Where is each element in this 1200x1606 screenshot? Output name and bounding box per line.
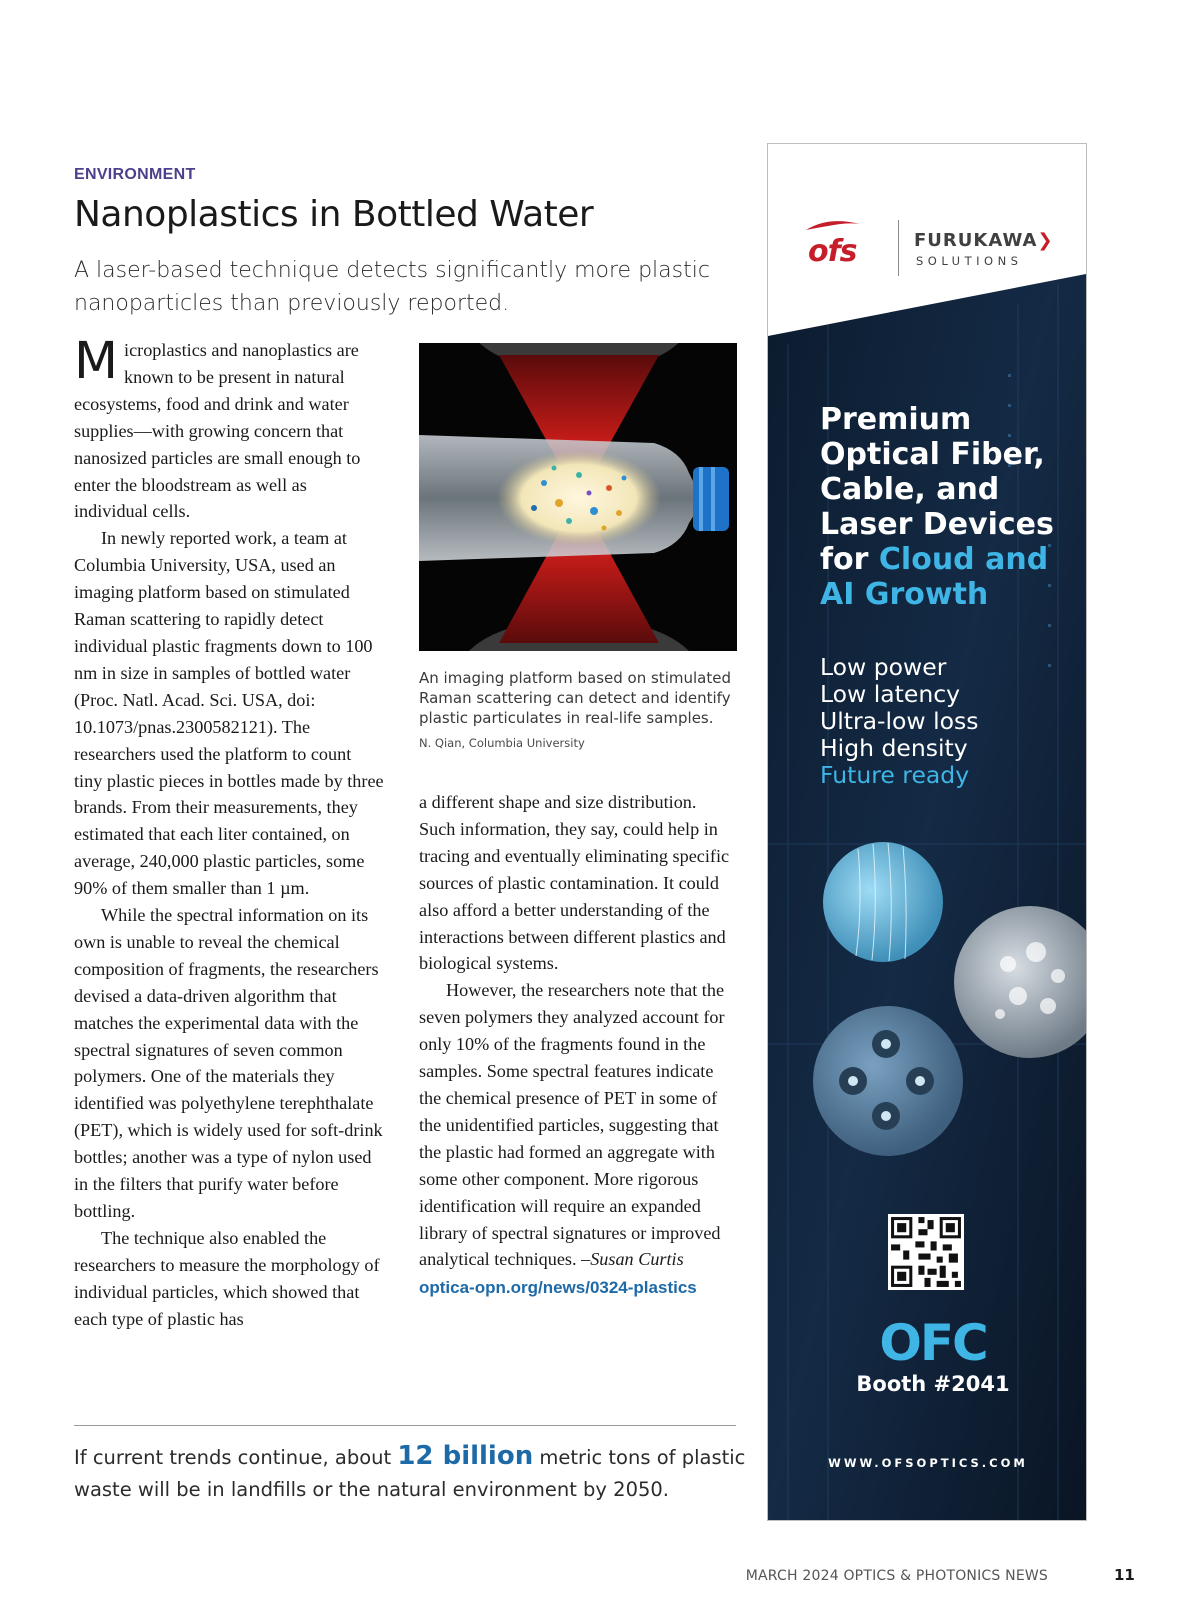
page-number: 11 — [1114, 1566, 1135, 1584]
pull-quote-before: If current trends continue, about — [74, 1446, 398, 1469]
photo-credit: N. Qian, Columbia University — [419, 736, 585, 750]
section-label: ENVIRONMENT — [74, 166, 196, 183]
paragraph-4-end: a different shape and size distribution. Such information, they say, could help in tracing and eventually eliminating specific sources of plastic contamination. It could also afford a better understanding of the interactions between different plastics and biological systems. — [419, 792, 730, 974]
ofc-logo: OFC — [879, 1314, 987, 1372]
paragraph-5-text: However, the researchers note that the seven polymers they analyzed account for only 10% of the fragments found in the samples. Some spectral features indicate the chemical presence of PET in some of the unidentified particles, suggesting that the plastic had formed an aggregate with some other component. More rigorous identification will require an expanded library of spectral signatures or improved analytical techniques. — [419, 980, 725, 1270]
ad-headline — [820, 402, 1080, 612]
booth-number: Booth #2041 — [856, 1372, 1010, 1396]
paragraph-2: In newly reported work, a team at Columbia University, USA, used an imaging platform based on stimulated Raman scattering to rapidly detect individual plastic fragments down to 100 nm in size in samples of bottled water (Proc. Natl. Acad. Sci. USA, doi: 10.1073/pnas.2300582121). The researchers used the platform to count tiny plastic pieces in bottles made by three brands. From their measurements, they estimated that each liter contained, on average, 240,000 plastic particles, some 90% of them smaller than 1 µm. — [74, 528, 384, 899]
logo-divider — [898, 220, 899, 276]
article-link[interactable]: optica-opn.org/news/0324-plastics — [419, 1278, 697, 1298]
ad-headline-blue: Cloud and AI Growth — [820, 542, 1049, 612]
ad-headline-white: Premium Optical Fiber, Cable, and Laser Devices for — [820, 402, 1054, 577]
ad-feature-list — [820, 654, 1080, 789]
chevron-right-icon: ❯ — [1037, 230, 1054, 251]
byline: –Susan Curtis — [581, 1249, 684, 1270]
pull-quote — [74, 1440, 754, 1506]
article-photo — [419, 343, 737, 651]
drop-cap: M — [74, 332, 119, 391]
ad-feature: Ultra-low loss — [820, 707, 979, 735]
article-column-1 — [74, 332, 384, 1333]
ad-feature: High density — [820, 734, 968, 762]
advertisement[interactable] — [767, 143, 1087, 1521]
divider-rule — [74, 1425, 736, 1426]
furukawa-wordmark: FURUKAWA — [914, 230, 1038, 251]
ad-feature-accent: Future ready — [820, 761, 970, 789]
ad-feature: Low latency — [820, 680, 961, 708]
ad-url[interactable]: WWW.OFSOPTICS.COM — [828, 1456, 1028, 1470]
paragraph-3: While the spectral information on its own is unable to reveal the chemical composition of fragments, the researchers devised a data-driven algorithm that matches the experimental data with the spectral signatures of seven common polymers. One of the materials they identified was polyethylene terephthalate (PET), which is widely used for soft-drink bottles; another was a type of nylon used in the filters that purify water before bottling. — [74, 905, 383, 1221]
bottle-raman-illustration — [419, 343, 737, 651]
qr-code-icon — [888, 1214, 964, 1290]
ad-feature: Low power — [820, 653, 947, 681]
photo-caption: An imaging platform based on stimulated Raman scattering can detect and identify plastic particulates in real-life samples. — [419, 669, 731, 727]
paragraph-1 — [74, 332, 384, 525]
qr-code[interactable] — [888, 1214, 964, 1290]
article-column-2 — [419, 789, 735, 1302]
furukawa-logo — [914, 230, 1054, 251]
pull-quote-after: metric tons of plastic waste will be in landfills or the natural environment by 2050. — [74, 1446, 746, 1501]
solutions-wordmark: SOLUTIONS — [916, 254, 1023, 268]
paragraph-1-text: icroplastics and nanoplastics are known to be present in natural ecosystems, food and drink and water supplies—with growing concern that nanosized particles are small enough to enter the bloodstream as well as individual cells. — [74, 340, 361, 522]
paragraph-5 — [419, 977, 735, 1273]
paragraph-4-start: The technique also enabled the researchers to measure the morphology of individual particles, which showed that each type of plastic has — [74, 1227, 380, 1329]
article-deck: A laser-based technique detects significantly more plastic nanoparticles than previously reported. — [74, 258, 710, 316]
article-title: Nanoplastics in Bottled Water — [74, 194, 594, 235]
pull-quote-highlight: 12 billion — [397, 1441, 534, 1471]
ad-logos — [808, 216, 1068, 276]
ofs-logo: ofs — [808, 234, 857, 269]
footer-issue: MARCH 2024 OPTICS & PHOTONICS NEWS — [745, 1568, 1048, 1584]
